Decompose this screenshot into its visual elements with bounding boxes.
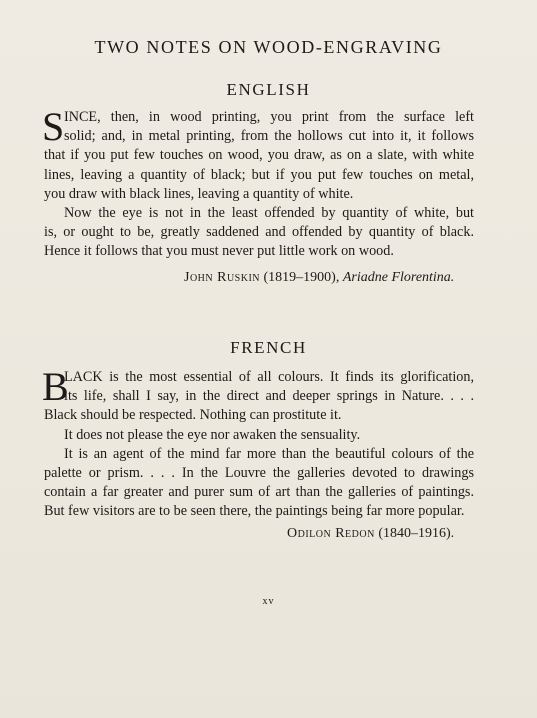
text-line: solid; and, in metal printing, from the hollows cut into it, it follows	[64, 128, 474, 145]
drop-cap: S	[42, 104, 65, 149]
text-line: you draw with black lines, leaving a quantity of white.	[44, 185, 354, 202]
french-first-paragraph	[42, 364, 474, 409]
text-line: palette or prism. . . . In the Louvre the galleries devoted to drawings	[44, 464, 474, 481]
work-title: Ariadne Florentina.	[342, 270, 455, 285]
author-dates: (1819–1900),	[260, 270, 343, 285]
text-line: LACK is the most essential of all colours. It finds its glorification,	[64, 369, 474, 385]
text-line: Black should be respected. Nothing can prostitute it.	[44, 407, 342, 424]
french-passage	[42, 364, 474, 522]
page-number: xv	[262, 596, 275, 607]
author-name: John Ruskin	[184, 270, 261, 285]
text-line: is, or ought to be, greatly saddened and offended by quantity of black.	[44, 224, 474, 241]
english-first-paragraph	[42, 104, 474, 149]
text-line: lines, leaving a quantity of black; but if you put few touches on metal,	[44, 166, 474, 183]
text-line: It is an agent of the mind far more than the beautiful colours of the	[64, 445, 474, 462]
section-heading-french: FRENCH	[230, 338, 307, 357]
drop-cap: B	[42, 364, 69, 409]
english-passage	[42, 104, 474, 262]
page-title: TWO NOTES ON WOOD-ENGRAVING	[94, 37, 443, 57]
english-attribution	[184, 270, 454, 286]
text-line: that if you put few touches on wood, you draw, as on a slate, with white	[44, 147, 474, 164]
text-line: Now the eye is not in the least offended by quantity of white, but	[64, 204, 474, 221]
text-line: contain a far greater and purer sum of art than the galleries of paintings.	[44, 484, 474, 501]
text-line: It does not please the eye nor awaken the sensuality.	[64, 426, 361, 443]
text-line: its life, shall I say, in the direct and deeper springs in Nature. . . .	[64, 388, 474, 405]
section-heading-english: ENGLISH	[226, 80, 311, 99]
text-line: INCE, then, in wood printing, you print from the surface left	[64, 109, 474, 125]
author-dates: (1840–1916).	[374, 526, 455, 541]
french-attribution	[287, 526, 454, 542]
text-line: Hence it follows that you must never put little work on wood.	[44, 243, 394, 260]
author-name: Odilon Redon	[287, 526, 375, 541]
text-line: But few visitors are to be seen there, the paintings being far more popular.	[44, 503, 465, 520]
